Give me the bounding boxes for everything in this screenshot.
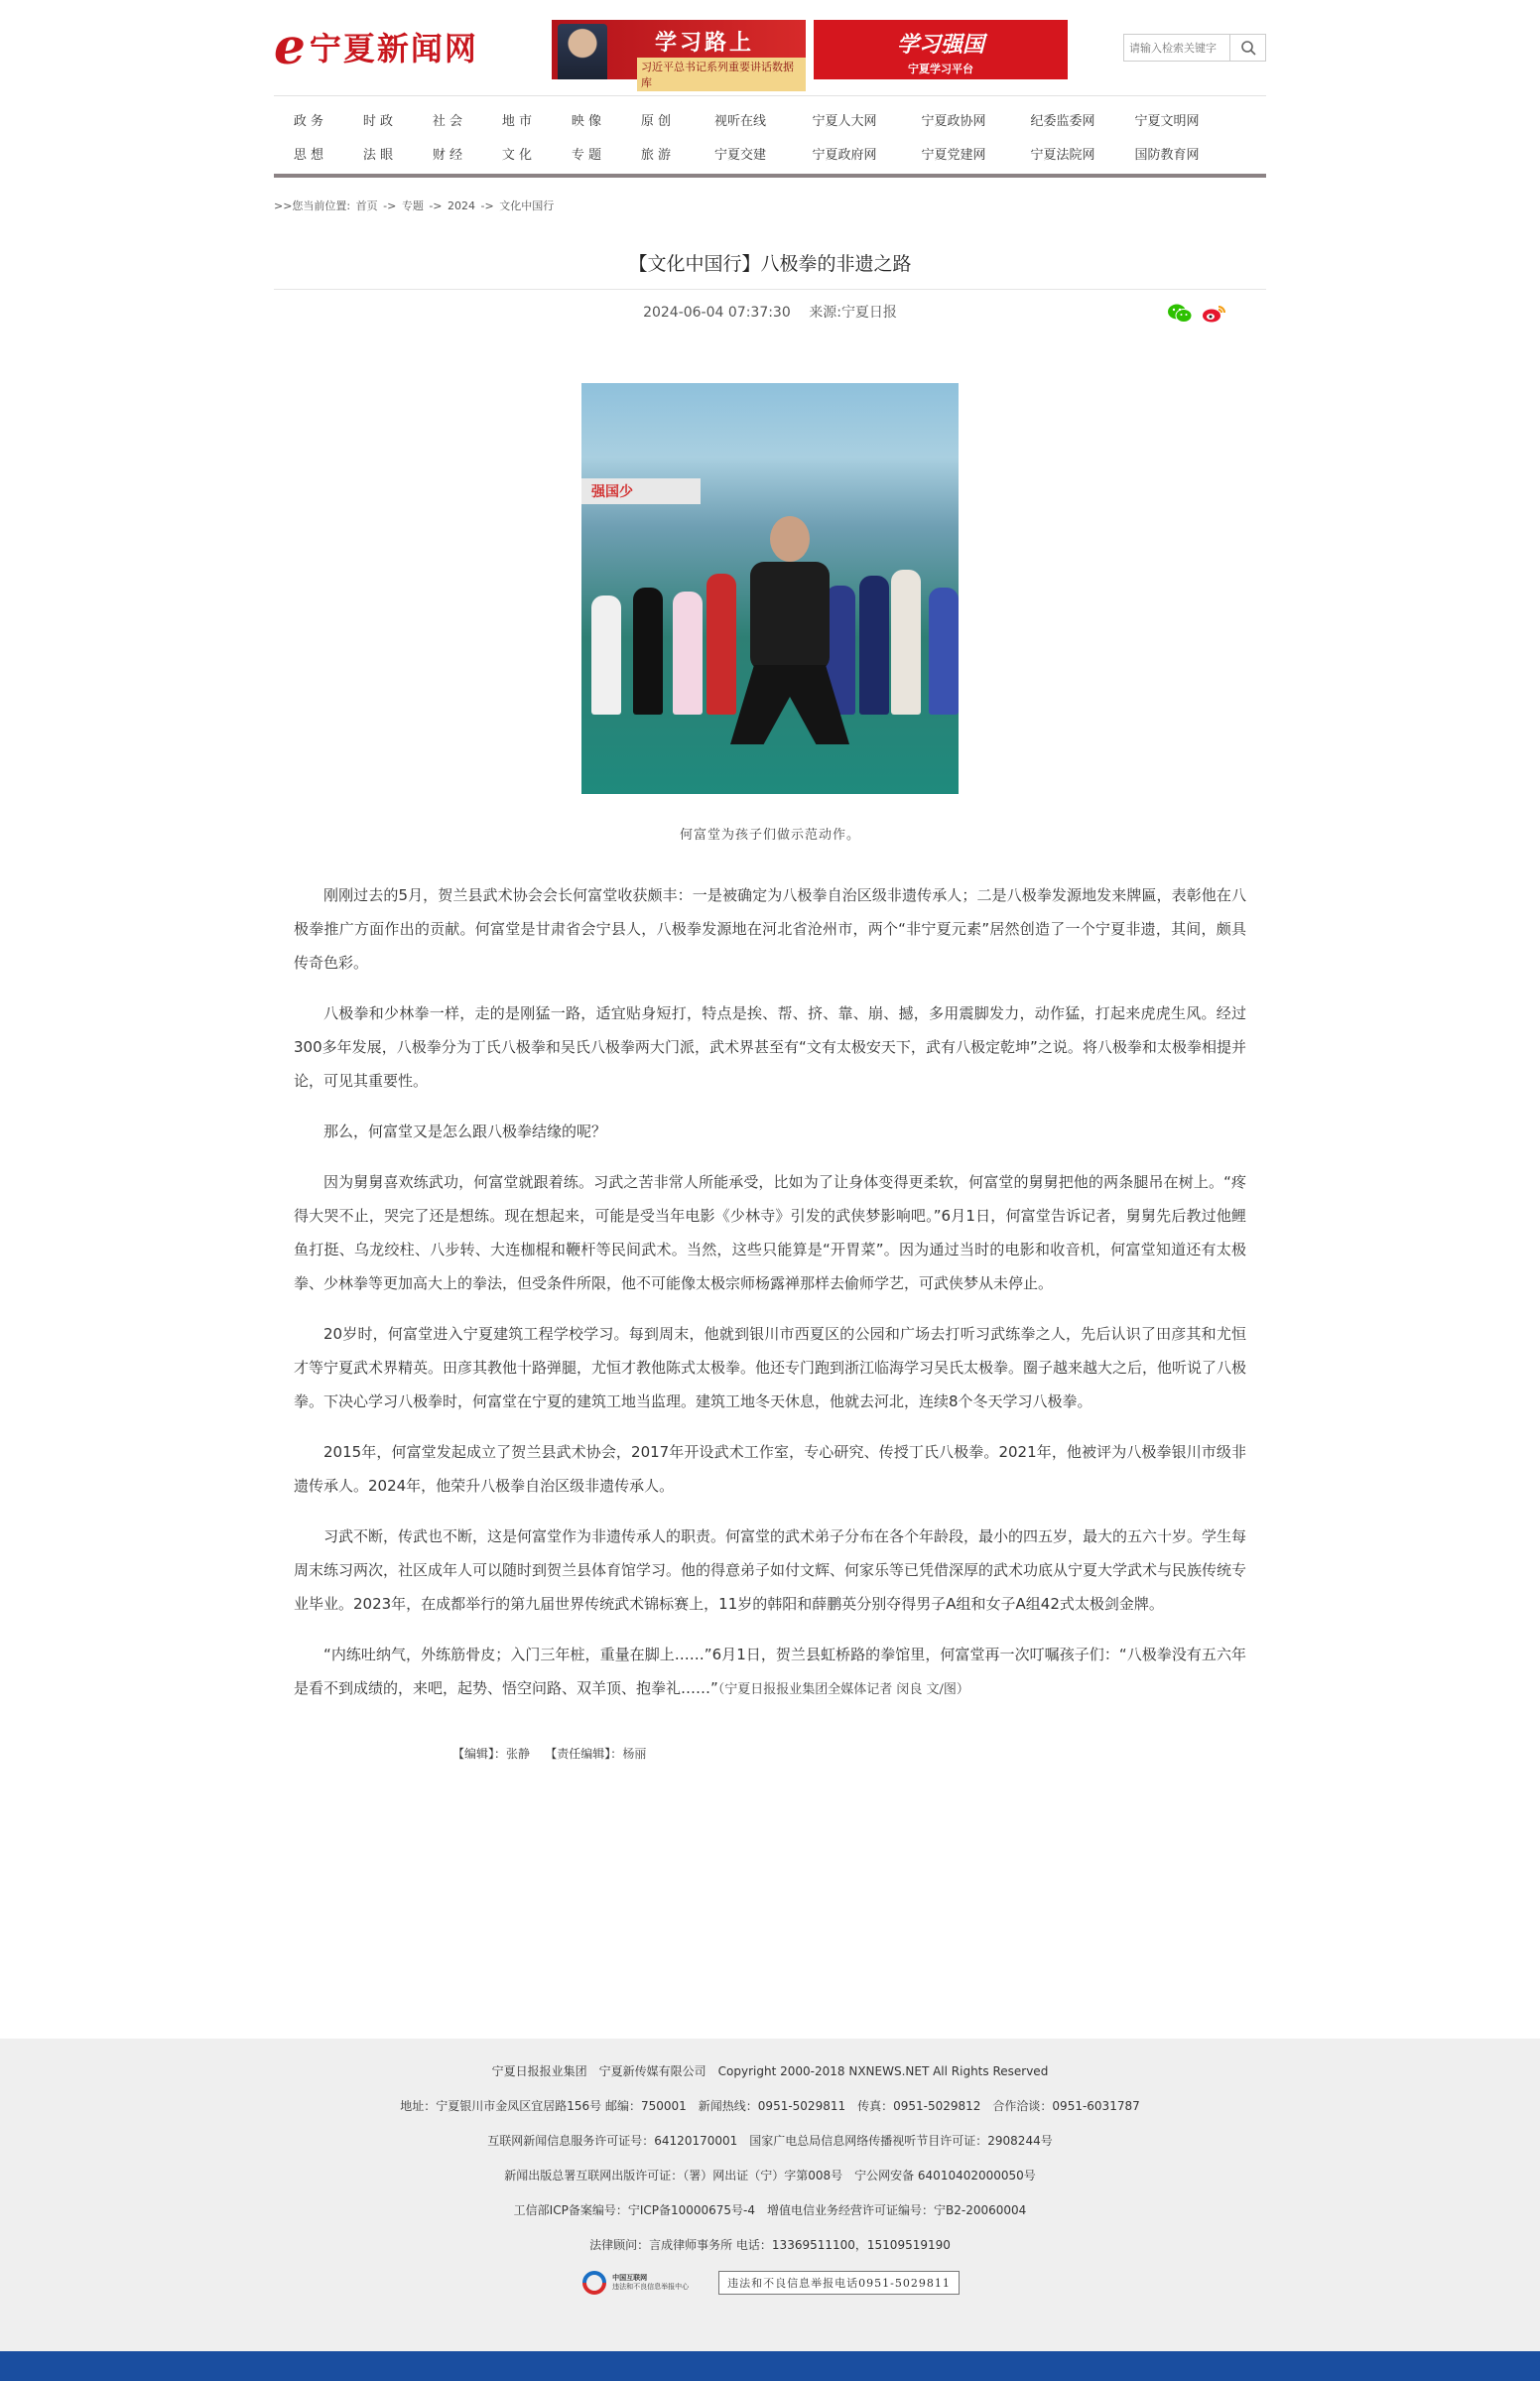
breadcrumb-column[interactable]: 文化中国行 xyxy=(499,199,555,212)
teacher-legs xyxy=(730,665,849,744)
report-center-line2: 违法和不良信息举报中心 xyxy=(612,2283,690,2291)
search-button[interactable] xyxy=(1230,34,1266,62)
breadcrumb-year[interactable]: 2024 xyxy=(448,199,476,212)
footer-icp: 工信部ICP备案编号：宁ICP备10000675号-4 增值电信业务经营许可证编号：宁B2-20060004 xyxy=(513,2203,1027,2217)
footer-license-news: 互联网新闻信息服务许可证号：64120170001 国家广电总局信息网络传播视听节目许可证：2908244号 xyxy=(487,2134,1053,2148)
report-center-text xyxy=(612,2274,689,2292)
nav-item[interactable]: 视听在线 xyxy=(713,113,766,129)
editor-name: 张静 xyxy=(506,1747,531,1761)
study-road-banner[interactable] xyxy=(552,20,806,89)
xuexi-subtitle: 宁夏学习平台 xyxy=(908,63,973,75)
nav-item[interactable]: 法 眼 xyxy=(362,147,394,163)
footer-spacer xyxy=(0,2039,1540,2054)
site-logo[interactable] xyxy=(274,17,478,75)
article-title: 【文化中国行】八极拳的非遗之路 xyxy=(628,253,912,275)
nav-item[interactable]: 原 创 xyxy=(640,113,672,129)
article-byline: （宁夏日报报业集团全媒体记者 闵良 文/图） xyxy=(717,1682,969,1697)
portrait-image xyxy=(558,24,607,79)
photo-caption: 何富堂为孩子们做示范动作。 xyxy=(679,828,860,843)
photo-wall-banner: 强国少 xyxy=(581,478,701,504)
wechat-icon[interactable] xyxy=(1167,303,1193,325)
article-paragraph: 习武不断，传武也不断，这是何富堂作为非遗传承人的职责。何富堂的武术弟子分布在各个年龄段，最小的四五岁，最大的五六十岁。学生每周末练习两次，社区成年人可以随时到贺兰县体育馆学习。他的得意弟子如付文辉、何家乐等已凭借深厚的武术功底从宁夏大学武术与民族传统专业毕业。2023年，在成都举行的第九届世界传统武术锦标赛上，11岁的韩阳和薛鹏英分别夺得男子A组和女子A组42式太极剑金牌。 xyxy=(294,1527,1247,1613)
logo-name: 宁夏新闻网 xyxy=(309,30,478,67)
breadcrumb-sep: -> xyxy=(480,199,494,212)
nav-item[interactable]: 国防教育网 xyxy=(1134,147,1200,163)
photo-child xyxy=(929,588,959,715)
chief-editor-label: 【责任编辑】： xyxy=(545,1747,623,1761)
chief-editor-name: 杨丽 xyxy=(622,1747,647,1761)
report-center-icon xyxy=(580,2271,608,2295)
article-photo xyxy=(581,383,959,794)
search-icon xyxy=(1240,40,1256,56)
study-road-title: 学习路上 xyxy=(655,31,755,56)
nav-item[interactable]: 纪委监委网 xyxy=(1030,113,1095,129)
nav-item[interactable]: 旅 游 xyxy=(640,147,672,163)
nav-row-1 xyxy=(274,102,1266,136)
photo-child xyxy=(891,570,921,715)
nav-item[interactable]: 文 化 xyxy=(501,147,533,163)
article-body xyxy=(274,878,1266,1707)
main-nav xyxy=(274,95,1266,178)
nav-item[interactable]: 时 政 xyxy=(362,113,394,129)
last-paragraph-text: “内练吐纳气，外练筋骨皮；入门三年桩，重量在脚上……”6月1日，贺兰县虹桥路的拳馆里，何富堂再一次叮嘱孩子们：“八极拳没有五六年是看不到成绩的，来吧，起势、悟空问路、双羊顶、抱拳礼……” xyxy=(294,1646,1246,1697)
report-center-line1: 中国互联网 xyxy=(612,2274,648,2282)
bottom-bar xyxy=(0,2351,1540,2381)
breadcrumb-sep: -> xyxy=(383,199,397,212)
footer-license-publish: 新闻出版总署互联网出版许可证：（署）网出证（宁）字第008号 宁公网安备 64010402000050号 xyxy=(504,2169,1036,2183)
nav-item[interactable]: 宁夏人大网 xyxy=(812,113,877,129)
nav-item[interactable]: 专 题 xyxy=(571,147,602,163)
site-header xyxy=(274,0,1266,95)
photo-child xyxy=(859,576,889,715)
xuexi-title: 学习强国 xyxy=(896,32,984,58)
article-paragraph: 刚刚过去的5月，贺兰县武术协会会长何富堂收获颇丰：一是被确定为八极拳自治区级非遗传承人；二是八极拳发源地发来牌匾，表彰他在八极拳推广方面作出的贡献。何富堂是甘肃省会宁县人，八极拳发源地在河北省沧州市，两个“非宁夏元素”居然创造了一个宁夏非遗，其间，颇具传奇色彩。 xyxy=(294,886,1246,972)
article-datetime: 2024-06-04 07:37:30 xyxy=(643,305,791,321)
article-source: 宁夏日报 xyxy=(840,305,897,321)
teacher-head xyxy=(770,516,810,562)
search-box xyxy=(1123,34,1266,62)
breadcrumb xyxy=(274,198,1266,213)
article-paragraph: 那么，何富堂又是怎么跟八极拳结缘的呢？ xyxy=(323,1123,607,1140)
xuexi-qiangguo-banner[interactable] xyxy=(814,20,1068,79)
nav-item[interactable]: 宁夏政协网 xyxy=(921,113,986,129)
editor-label: 【编辑】： xyxy=(452,1747,507,1761)
article-paragraph: 20岁时，何富堂进入宁夏建筑工程学校学习。每到周末，他就到银川市西夏区的公园和广场去打听习武练拳之人，先后认识了田彦其和尤恒才等宁夏武术界精英。田彦其教他十路弹腿，尤恒才教他陈式太极拳。他还专门跑到浙江临海学习吴氏太极拳。圈子越来越大之后，他听说了八极拳。下决心学习八极拳时，何富堂在宁夏的建筑工地当监理。建筑工地冬天休息，他就去河北，连续8个冬天学习八极拳。 xyxy=(294,1325,1247,1410)
article-paragraph: 因为舅舅喜欢练武功，何富堂就跟着练。习武之苦非常人所能承受，比如为了让身体变得更柔软，何富堂的舅舅把他的两条腿吊在树上。“疼得大哭不止，哭完了还是想练。现在想起来，可能是受当年电影《少林寺》引发的武侠梦影响吧。”6月1日，何富堂告诉记者，舅舅先后教过他鲤鱼打挺、乌龙绞柱、八步转、大连枷棍和鞭杆等民间武术。当然，这些只能算是“开胃菜”。因为通过当时的电影和收音机，何富堂知道还有太极拳、少林拳等更加高大上的拳法，但受条件所限，他不可能像太极宗师杨露禅那样去偷师学艺，可武侠梦从未停止。 xyxy=(294,1173,1246,1292)
nav-item[interactable]: 社 会 xyxy=(432,113,463,129)
article-paragraph: 2015年，何富堂发起成立了贺兰县武术协会，2017年开设武术工作室，专心研究、传授丁氏八极拳。2021年，他被评为八极拳银川市级非遗传承人。2024年，他荣升八极拳自治区级非遗传承人。 xyxy=(294,1443,1246,1495)
nav-item[interactable]: 宁夏党建网 xyxy=(921,147,986,163)
nav-item[interactable]: 地 市 xyxy=(501,113,533,129)
footer-address: 地址：宁夏银川市金凤区宜居路156号 邮编：750001 新闻热线：0951-5029811 传真：0951-5029812 合作洽谈：0951-6031787 xyxy=(400,2099,1140,2113)
nav-item[interactable]: 宁夏文明网 xyxy=(1134,113,1200,129)
photo-child xyxy=(633,588,663,715)
teacher-body xyxy=(750,562,830,671)
nav-item[interactable]: 财 经 xyxy=(432,147,463,163)
nav-item[interactable]: 宁夏法院网 xyxy=(1030,147,1095,163)
share-buttons xyxy=(1167,303,1226,325)
page-wrapper xyxy=(274,0,1266,1762)
photo-child xyxy=(591,595,621,715)
nav-item[interactable]: 政 务 xyxy=(293,113,324,129)
nav-item[interactable]: 宁夏政府网 xyxy=(812,147,877,163)
weibo-icon[interactable] xyxy=(1201,303,1226,325)
article-paragraph: 八极拳和少林拳一样，走的是刚猛一路，适宜贴身短打，特点是挨、帮、挤、靠、崩、撼，多用震脚发力，动作猛，打起来虎虎生风。经过300多年发展，八极拳分为丁氏八极拳和吴氏八极拳两大门派，武术界甚至有“文有太极安天下，武有八极定乾坤”之说。将八极拳和太极拳相提并论，可见其重要性。 xyxy=(294,1004,1246,1090)
nav-item[interactable]: 宁夏交建 xyxy=(713,147,766,163)
report-center-badge[interactable] xyxy=(580,2271,689,2295)
footer-badges xyxy=(0,2271,1540,2295)
study-road-subtitle: 习近平总书记系列重要讲话数据库 xyxy=(637,58,806,91)
breadcrumb-prefix: >>您当前位置: xyxy=(274,199,351,212)
photo-teacher xyxy=(730,516,849,774)
editor-info xyxy=(274,1745,1266,1762)
site-footer xyxy=(0,2039,1540,2351)
footer-copyright: 宁夏日报报业集团 宁夏新传媒有限公司 Copyright 2000-2018 NXNEWS.NET All Rights Reserved xyxy=(491,2064,1049,2078)
source-label: 来源: xyxy=(809,305,841,321)
article-meta xyxy=(274,290,1266,335)
article-last-paragraph xyxy=(294,1638,1246,1707)
nav-row-2 xyxy=(274,136,1266,170)
logo-mark-icon: e xyxy=(274,17,306,75)
breadcrumb-sep: -> xyxy=(429,199,443,212)
report-phone-badge[interactable]: 违法和不良信息举报电话0951-5029811 xyxy=(718,2271,960,2295)
breadcrumb-topic[interactable]: 专题 xyxy=(401,199,424,212)
breadcrumb-home[interactable]: 首页 xyxy=(355,199,378,212)
search-input[interactable] xyxy=(1123,34,1230,62)
footer-legal: 法律顾问：言成律师事务所 电话：13369511100，15109519190 xyxy=(589,2238,951,2252)
photo-child xyxy=(673,592,703,715)
nav-item[interactable]: 思 想 xyxy=(293,147,324,163)
nav-item[interactable]: 映 像 xyxy=(571,113,602,129)
